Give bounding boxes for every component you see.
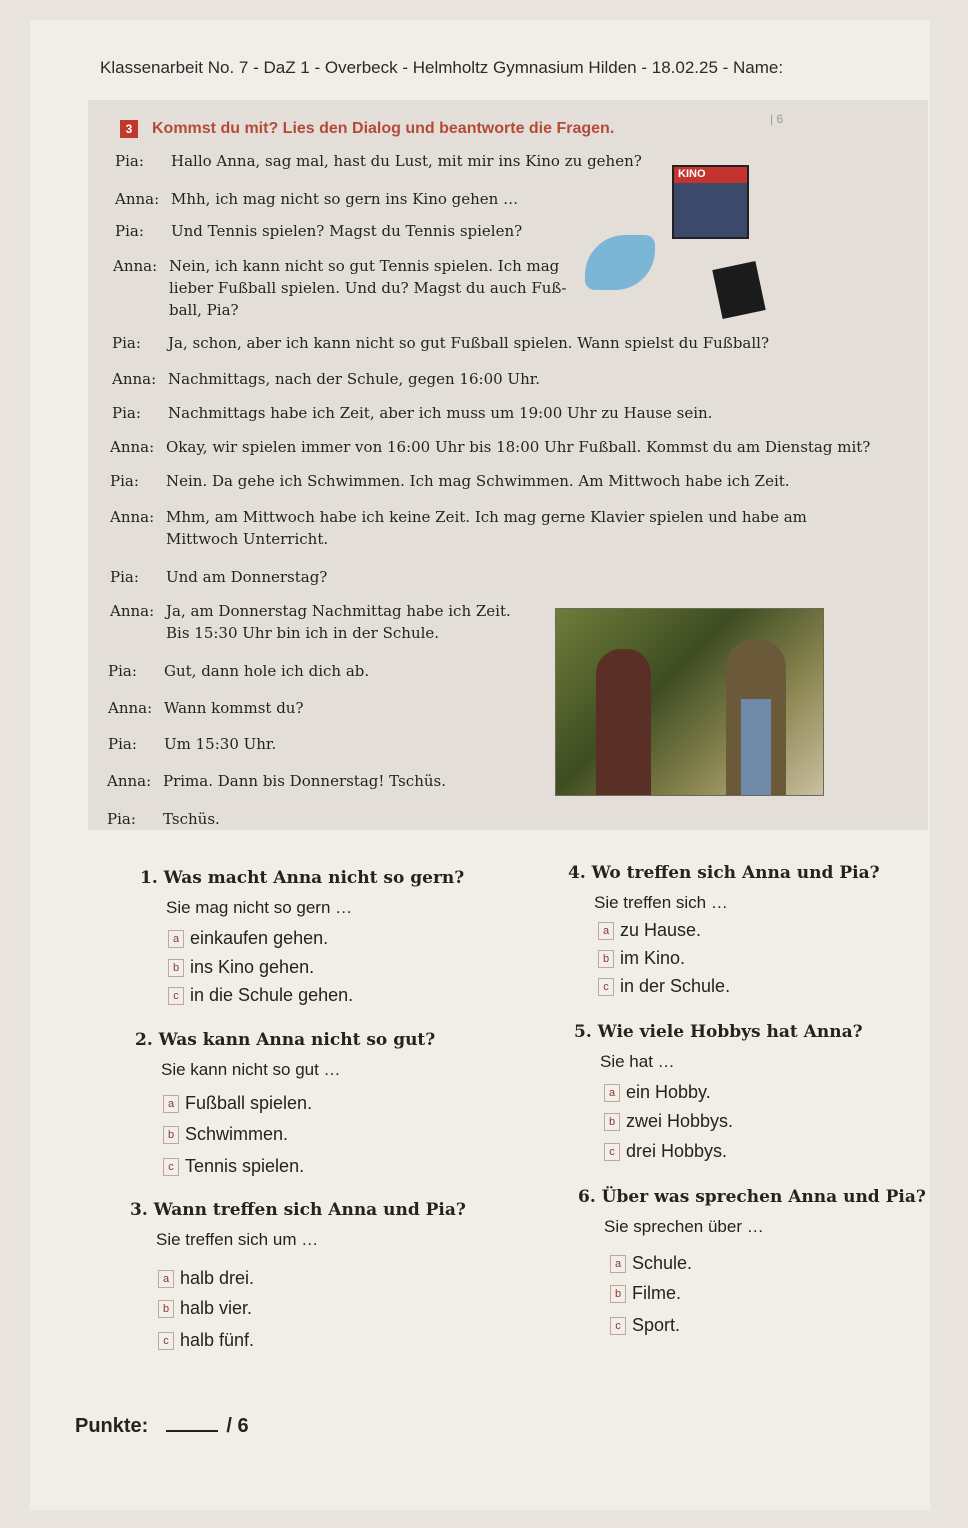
answer-option[interactable]: [604, 1141, 727, 1162]
option-letter-box[interactable]: a: [163, 1095, 179, 1113]
option-text: im Kino.: [620, 948, 686, 968]
question-title: 6. Über was sprechen Anna und Pia?: [578, 1187, 926, 1207]
speaker: Anna:: [108, 699, 153, 717]
option-text: Filme.: [632, 1283, 681, 1303]
dialog-text: Ja, schon, aber ich kann nicht so gut Fußball spielen. Wann spielst du Fußball?: [168, 334, 770, 352]
speaker: Anna:: [110, 438, 155, 456]
dialog-text: Mhm, am Mittwoch habe ich keine Zeit. Ich mag gerne Klavier spielen und habe am: [166, 508, 807, 526]
speaker: Pia:: [115, 222, 144, 240]
option-text: halb drei.: [180, 1268, 255, 1288]
answer-option[interactable]: [604, 1082, 711, 1103]
answer-option[interactable]: [158, 1330, 254, 1351]
dialog-text: ball, Pia?: [169, 301, 239, 319]
option-letter-box[interactable]: a: [604, 1084, 620, 1102]
option-letter-box[interactable]: c: [598, 978, 614, 996]
points-total: / 6: [226, 1415, 249, 1437]
speaker: Anna:: [113, 257, 158, 275]
points-blank[interactable]: [166, 1430, 218, 1432]
question-title: 5. Wie viele Hobbys hat Anna?: [574, 1022, 863, 1042]
speaker: Pia:: [108, 735, 137, 753]
answer-option[interactable]: [610, 1315, 680, 1336]
dialog-text: Nachmittags, nach der Schule, gegen 16:00 Uhr.: [168, 370, 541, 388]
question-stem: Sie treffen sich um …: [156, 1230, 319, 1249]
exam-header: Klassenarbeit No. 7 - DaZ 1 - Overbeck - Helmholtz Gymnasium Hilden - 18.02.25 - Name:: [100, 58, 784, 77]
dialog-text: Ja, am Donnerstag Nachmittag habe ich Zeit.: [166, 602, 511, 620]
answer-option[interactable]: [168, 957, 314, 978]
question-title: 4. Wo treffen sich Anna und Pia?: [568, 863, 880, 883]
score-mark: | 6: [770, 112, 784, 126]
dialog-text: Prima. Dann bis Donnerstag! Tschüs.: [163, 772, 446, 790]
kino-label: KINO: [678, 168, 706, 180]
speaker: Anna:: [112, 370, 157, 388]
dialog-text: Bis 15:30 Uhr bin ich in der Schule.: [166, 624, 440, 642]
option-letter-box[interactable]: b: [598, 950, 614, 968]
question-stem: Sie kann nicht so gut …: [161, 1060, 341, 1079]
question-stem: Sie hat …: [600, 1052, 675, 1071]
speaker: Anna:: [110, 602, 155, 620]
speaker: Pia:: [112, 334, 141, 352]
question-stem: Sie treffen sich …: [594, 893, 728, 912]
option-text: Schule.: [632, 1253, 693, 1273]
dialog-text: Okay, wir spielen immer von 16:00 Uhr bis 18:00 Uhr Fußball. Kommst du am Dienstag mit?: [166, 438, 871, 456]
question-title: 2. Was kann Anna nicht so gut?: [135, 1030, 436, 1050]
option-letter-box[interactable]: a: [598, 922, 614, 940]
speaker: Pia:: [112, 404, 141, 422]
option-letter-box[interactable]: c: [604, 1143, 620, 1161]
option-text: halb fünf.: [180, 1330, 255, 1350]
question-5: [574, 1022, 863, 1161]
dialog-text: Nachmittags habe ich Zeit, aber ich muss um 19:00 Uhr zu Hause sein.: [168, 404, 713, 422]
question-2: [135, 1030, 436, 1176]
option-text: einkaufen gehen.: [190, 928, 329, 948]
option-letter-box[interactable]: b: [168, 959, 184, 977]
answer-option[interactable]: [163, 1156, 304, 1177]
option-text: Sport.: [632, 1315, 681, 1335]
question-title: 1. Was macht Anna nicht so gern?: [140, 868, 465, 888]
option-text: Tennis spielen.: [185, 1156, 305, 1176]
answer-option[interactable]: [610, 1283, 681, 1304]
dialog-text: Mittwoch Unterricht.: [166, 530, 329, 548]
option-text: halb vier.: [180, 1298, 253, 1318]
speaker: Anna:: [107, 772, 152, 790]
option-text: Schwimmen.: [185, 1124, 289, 1144]
question-6: [578, 1187, 926, 1335]
dialog-text: Wann kommst du?: [164, 699, 304, 717]
question-stem: Sie sprechen über …: [604, 1217, 764, 1236]
option-letter-box[interactable]: c: [163, 1158, 179, 1176]
dialog-text: Und am Donnerstag?: [166, 568, 328, 586]
option-text: ins Kino gehen.: [190, 957, 315, 977]
option-text: in die Schule gehen.: [190, 985, 354, 1005]
points-line: [75, 1415, 249, 1438]
answer-option[interactable]: [598, 948, 685, 969]
answer-option[interactable]: [163, 1124, 288, 1145]
dialog-text: Nein. Da gehe ich Schwimmen. Ich mag Schwimmen. Am Mittwoch habe ich Zeit.: [166, 472, 790, 490]
option-text: ein Hobby.: [626, 1082, 711, 1102]
option-text: drei Hobbys.: [626, 1141, 728, 1161]
option-letter-box[interactable]: b: [158, 1300, 174, 1318]
answer-option[interactable]: [604, 1111, 733, 1132]
answer-option[interactable]: [610, 1253, 692, 1274]
option-letter-box[interactable]: a: [610, 1255, 626, 1273]
question-stem: Sie mag nicht so gern …: [166, 898, 353, 917]
option-letter-box[interactable]: c: [158, 1332, 174, 1350]
answer-option[interactable]: [598, 920, 701, 941]
question-4: [568, 863, 880, 996]
option-letter-box[interactable]: b: [604, 1113, 620, 1131]
speaker: Pia:: [107, 810, 136, 828]
dialog-text: Nein, ich kann nicht so gut Tennis spielen. Ich mag: [169, 257, 560, 275]
option-text: Fußball spielen.: [185, 1093, 313, 1113]
speaker: Anna:: [115, 190, 160, 208]
answer-option[interactable]: [168, 985, 353, 1006]
option-letter-box[interactable]: c: [168, 987, 184, 1005]
speaker: Anna:: [110, 508, 155, 526]
speaker: Pia:: [110, 568, 139, 586]
answer-option[interactable]: [158, 1268, 254, 1289]
option-text: zwei Hobbys.: [626, 1111, 734, 1131]
answer-option[interactable]: [168, 928, 328, 949]
dialog-text: Tschüs.: [163, 810, 220, 828]
girls-photo: [555, 608, 824, 796]
points-label: Punkte:: [75, 1415, 149, 1437]
question-title: 3. Wann treffen sich Anna und Pia?: [130, 1200, 466, 1220]
answer-option[interactable]: [158, 1298, 252, 1319]
option-letter-box[interactable]: c: [610, 1317, 626, 1335]
dialog-text: Hallo Anna, sag mal, hast du Lust, mit mir ins Kino zu gehen?: [171, 152, 642, 170]
dialog-text: Und Tennis spielen? Magst du Tennis spielen?: [171, 222, 523, 240]
dialog-text: Mhh, ich mag nicht so gern ins Kino gehen …: [171, 190, 519, 208]
option-letter-box[interactable]: b: [163, 1126, 179, 1144]
option-letter-box[interactable]: b: [610, 1285, 626, 1303]
answer-option[interactable]: [598, 976, 730, 997]
question-3: [130, 1200, 466, 1350]
option-letter-box[interactable]: a: [168, 930, 184, 948]
speaker: Pia:: [115, 152, 144, 170]
speaker: Pia:: [110, 472, 139, 490]
question-1: [140, 868, 465, 1005]
task-number: 3: [120, 120, 138, 138]
dialog-text: Gut, dann hole ich dich ab.: [164, 662, 370, 680]
answer-option[interactable]: [163, 1093, 312, 1114]
task-instruction: Kommst du mit? Lies den Dialog und beantworte die Fragen.: [152, 120, 615, 137]
task-heading: [120, 120, 614, 138]
option-letter-box[interactable]: a: [158, 1270, 174, 1288]
option-text: zu Hause.: [620, 920, 702, 940]
dialog-text: Um 15:30 Uhr.: [164, 735, 277, 753]
cinema-illustration: [672, 165, 749, 239]
option-text: in der Schule.: [620, 976, 731, 996]
speaker: Pia:: [108, 662, 137, 680]
dialog-text: lieber Fußball spielen. Und du? Magst du auch Fuß-: [169, 279, 567, 297]
